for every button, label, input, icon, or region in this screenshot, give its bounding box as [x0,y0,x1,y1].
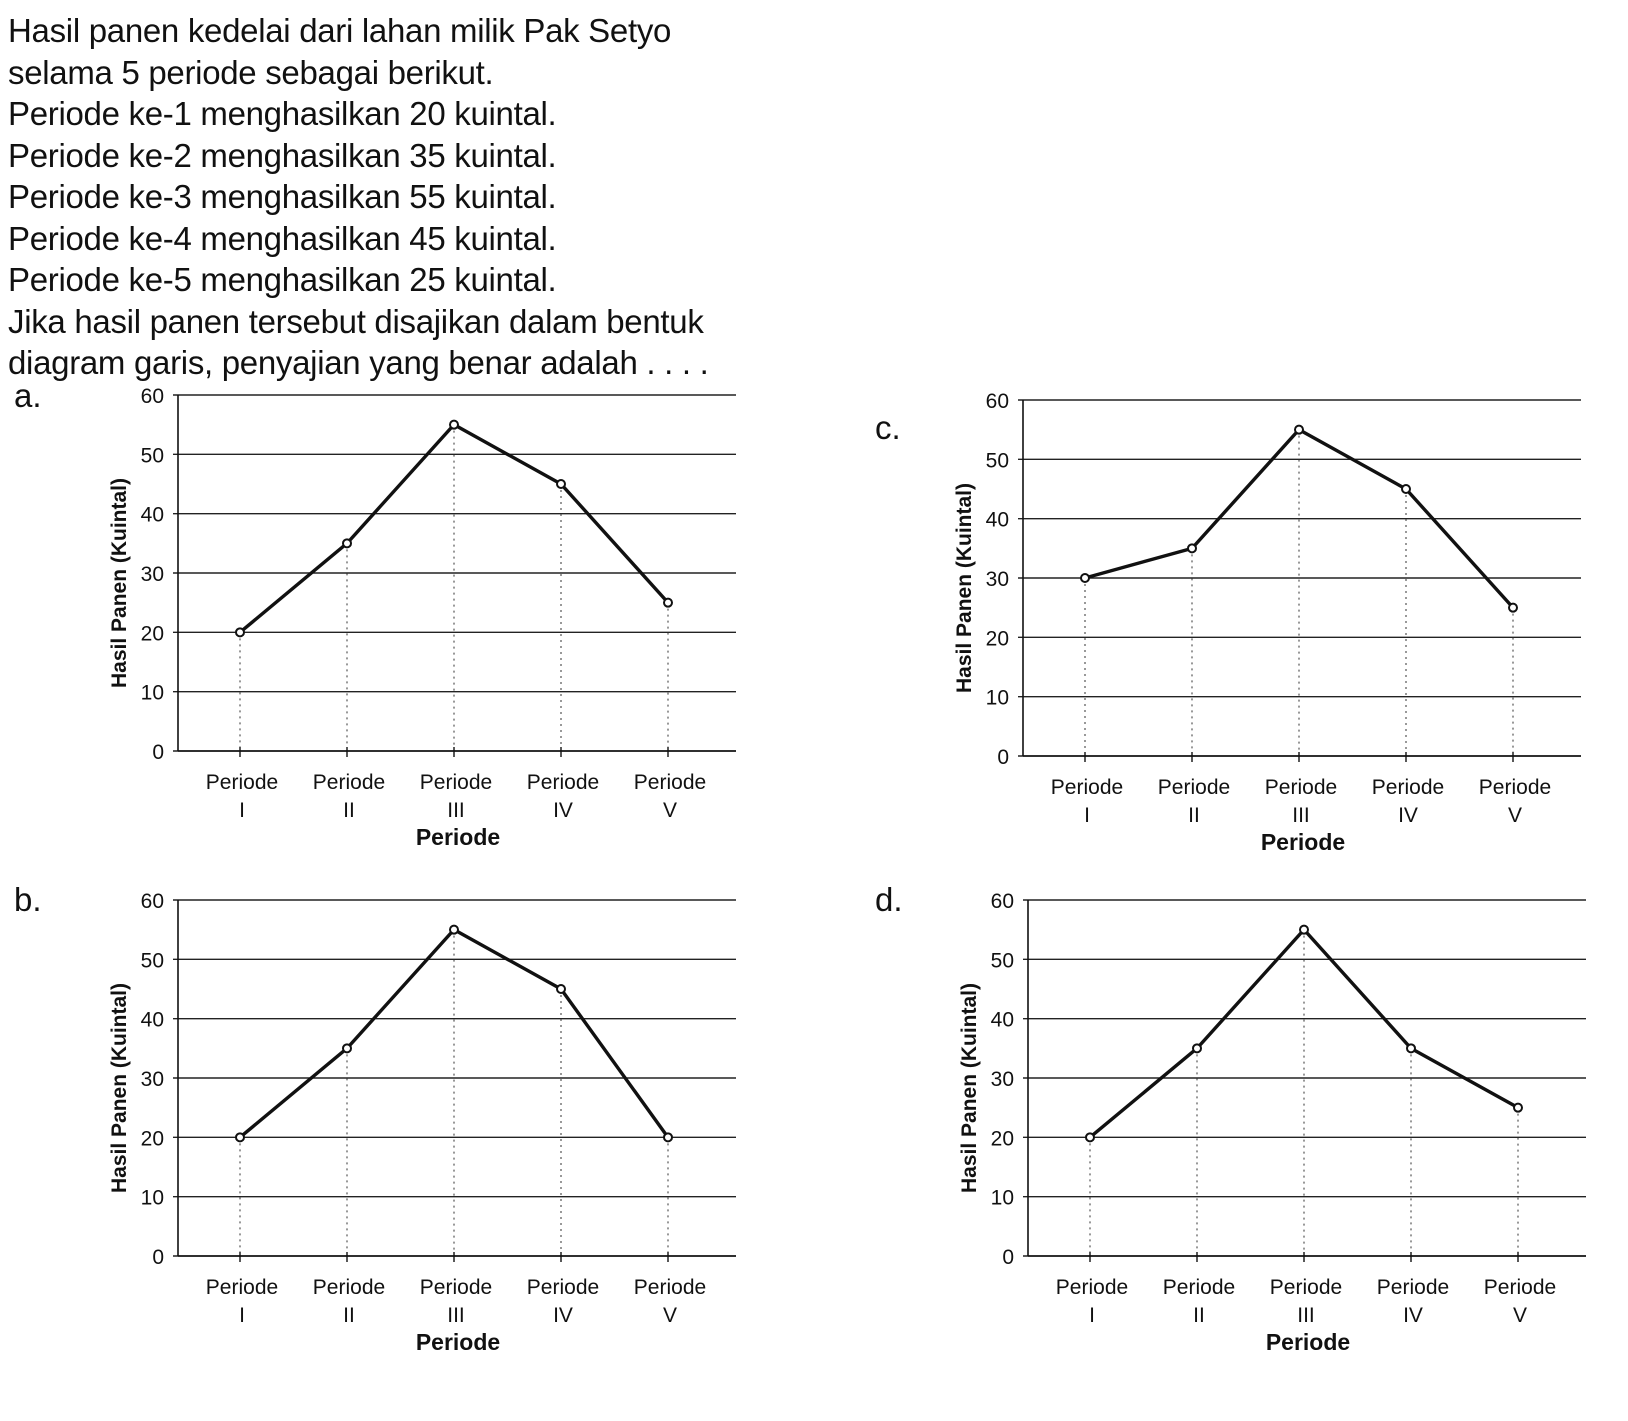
y-tick-label: 40 [140,1008,164,1032]
data-point [343,539,351,547]
y-tick-label: 40 [140,503,164,527]
x-tick-label: Periode [1264,776,1338,799]
option-d-label[interactable]: d. [875,881,903,918]
question-line: Hasil panen kedelai dari lahan milik Pak Setyo [8,12,672,49]
x-tick-sublabel: II [343,799,355,822]
data-point [1295,426,1303,434]
y-tick-label: 50 [140,444,164,468]
y-tick-label: 20 [140,1127,164,1151]
x-tick-sublabel: IV [553,1304,573,1327]
data-point [1086,1133,1094,1141]
y-tick-label: 30 [140,563,164,586]
x-tick-sublabel: II [1188,804,1200,827]
question-line: Jika hasil panen tersebut disajikan dalam bentuk [8,302,704,340]
y-tick-label: 10 [140,681,164,705]
x-tick-label: Periode [419,771,493,794]
question-text [8,10,798,384]
question-line: Periode ke-1 menghasilkan 20 kuintal. [8,95,557,132]
x-tick-sublabel: V [662,1304,678,1327]
data-point [664,599,672,607]
data-point [1193,1044,1201,1052]
x-tick-label: Periode [1478,776,1552,799]
y-tick-label: 30 [140,1068,164,1091]
x-tick-label: Periode [1162,1276,1236,1299]
data-point [450,421,458,429]
data-point [1188,544,1196,552]
question-line: Periode ke-3 menghasilkan 55 kuintal. [8,178,557,215]
y-tick-label: 30 [990,1068,1014,1091]
x-axis-title: Periode [415,1329,501,1355]
x-tick-label: Periode [1269,1276,1343,1299]
y-tick-label: 10 [140,1186,164,1210]
x-axis-title: Periode [1260,829,1346,855]
y-tick-label: 60 [985,390,1009,413]
y-axis-title: Hasil Panen (Kuintal) [108,477,131,689]
y-axis-title: Hasil Panen (Kuintal) [108,982,131,1194]
y-tick-label: 20 [140,622,164,646]
x-tick-sublabel: III [447,799,465,822]
x-tick-label: Periode [205,1276,279,1299]
x-tick-sublabel: IV [553,799,573,822]
question-line: Periode ke-4 menghasilkan 45 kuintal. [8,219,557,257]
x-tick-sublabel: I [1084,804,1090,827]
x-tick-label: Periode [312,1276,386,1299]
y-tick-label: 0 [997,746,1009,769]
chart-option-c [945,390,1585,910]
x-tick-sublabel: IV [1403,1304,1423,1327]
x-tick-sublabel: II [1193,1304,1205,1327]
data-point [557,480,565,488]
data-point [1081,574,1089,582]
x-tick-sublabel: II [343,1304,355,1327]
x-tick-sublabel: I [1089,1304,1095,1327]
x-tick-label: Periode [312,771,386,794]
data-point [1407,1044,1415,1052]
x-tick-label: Periode [1483,1276,1557,1299]
question-line: Periode ke-2 menghasilkan 35 kuintal. [8,136,557,174]
y-tick-label: 60 [990,890,1014,913]
y-tick-label: 0 [152,1246,164,1269]
line-chart-svg [945,390,1585,910]
data-point [557,985,565,993]
option-c-label[interactable]: c. [875,409,901,446]
x-tick-label: Periode [1157,776,1231,799]
x-tick-label: Periode [526,771,600,794]
x-tick-sublabel: I [239,1304,245,1327]
data-point [664,1133,672,1141]
x-tick-sublabel: III [1297,1304,1315,1327]
x-tick-label: Periode [1371,776,1445,799]
data-point [1509,604,1517,612]
y-tick-label: 10 [990,1186,1014,1210]
y-tick-label: 20 [990,1127,1014,1151]
x-axis-title: Periode [415,824,501,850]
y-tick-label: 0 [152,741,164,764]
question-line: diagram garis, penyajian yang benar adalah . . . . [8,344,709,381]
y-axis-title: Hasil Panen (Kuintal) [953,482,976,694]
data-point [236,1133,244,1141]
x-tick-label: Periode [633,771,707,794]
y-tick-label: 30 [985,568,1009,591]
data-point [1402,485,1410,493]
option-a-label[interactable]: a. [14,377,42,414]
x-axis-title: Periode [1265,1329,1351,1355]
data-point [236,628,244,636]
data-point [343,1044,351,1052]
line-chart-svg [950,890,1590,1410]
x-tick-label: Periode [1055,1276,1129,1299]
y-axis-title: Hasil Panen (Kuintal) [958,982,981,1194]
x-tick-label: Periode [526,1276,600,1299]
question-line: Periode ke-5 menghasilkan 25 kuintal. [8,261,557,298]
y-tick-label: 50 [985,449,1009,473]
x-tick-label: Periode [633,1276,707,1299]
y-tick-label: 40 [985,508,1009,532]
y-tick-label: 60 [140,385,164,408]
x-tick-sublabel: V [1507,804,1523,827]
x-tick-sublabel: V [662,799,678,822]
x-tick-sublabel: IV [1398,804,1418,827]
y-tick-label: 20 [985,627,1009,651]
chart-option-a [100,385,740,905]
data-point [450,926,458,934]
data-point [1300,926,1308,934]
x-tick-sublabel: I [239,799,245,822]
x-tick-sublabel: III [447,1304,465,1327]
y-tick-label: 0 [1002,1246,1014,1269]
x-tick-sublabel: III [1292,804,1310,827]
data-point [1514,1104,1522,1112]
x-tick-label: Periode [205,771,279,794]
x-tick-label: Periode [419,1276,493,1299]
question-line: selama 5 periode sebagai berikut. [8,53,494,91]
y-tick-label: 50 [990,949,1014,973]
x-tick-label: Periode [1376,1276,1450,1299]
line-chart-svg [100,890,740,1410]
y-tick-label: 50 [140,949,164,973]
x-tick-sublabel: V [1512,1304,1528,1327]
x-tick-label: Periode [1050,776,1124,799]
option-b-label[interactable]: b. [14,881,42,918]
line-chart-svg [100,385,740,905]
chart-option-b [100,890,740,1410]
chart-option-d [950,890,1590,1410]
y-tick-label: 40 [990,1008,1014,1032]
y-tick-label: 60 [140,890,164,913]
y-tick-label: 10 [985,686,1009,710]
